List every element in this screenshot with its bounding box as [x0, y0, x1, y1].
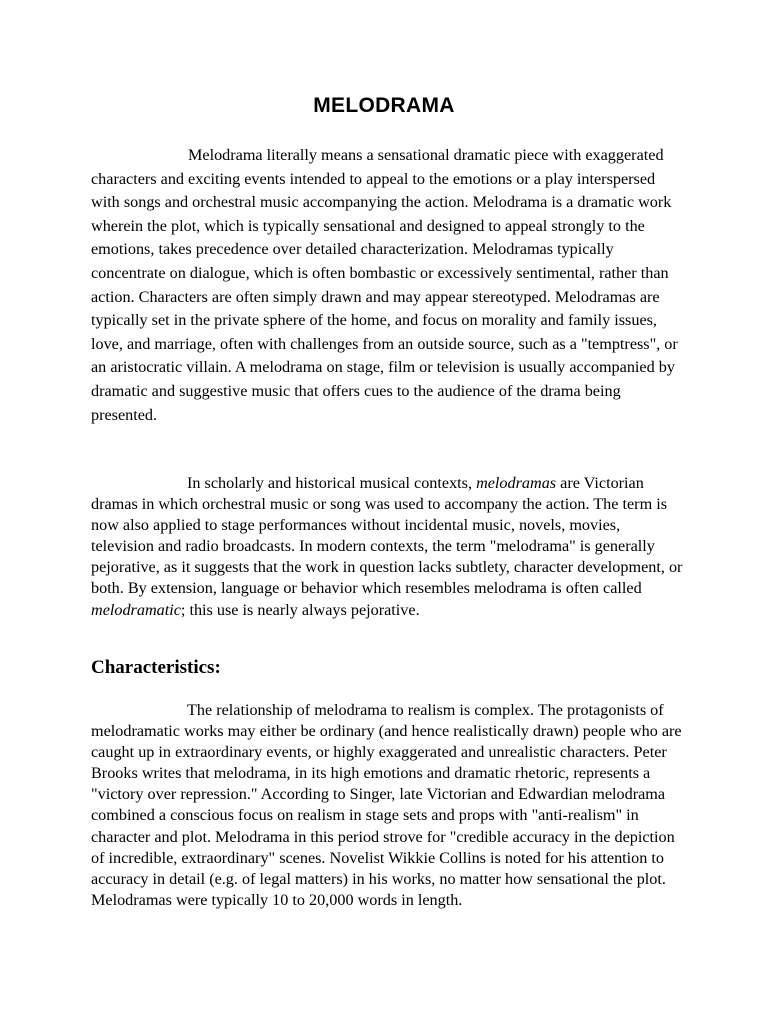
italic-term-melodramatic: melodramatic	[91, 600, 181, 619]
italic-term-melodramas: melodramas	[476, 474, 557, 492]
paragraph-definition-text: Melodrama literally means a sensational dramatic piece with exaggerated characters and exciting events intended to appeal to the emotions or a play interspersed with songs and orchestral music accompanying the action. Melodrama is a dramatic work wherein the plot, which is typically sensational and designed to appeal strongly to the emotions, takes precedence over detailed characterization. Melodramas typically concentrate on dialogue, which is often bombastic or excessively sentimental, rather than action. Characters are often simply drawn and may appear stereotyped. Melodramas are typically set in the private sphere of the home, and focus on morality and family issues, love, and marriage, often with challenges from an outside source, such as a "temptress", or an aristocratic villain. A melodrama on stage, film or television is usually accompanied by dramatic and suggestive music that offers cues to the audience of the drama being presented.	[91, 146, 678, 424]
paragraph-characteristics	[91, 700, 687, 911]
paragraph-definition	[91, 144, 687, 427]
paragraph-musical-context-text-3: ; this use is nearly always pejorative.	[180, 600, 420, 619]
paragraph-characteristics-text: The relationship of melodrama to realism is complex. The protagonists of melodramatic works may either be ordinary (and hence realistically drawn) people who are caught up in extraordinary events, or highly exaggerated and unrealistic characters. Peter Brooks writes that melodrama, in its high emotions and dramatic rhetoric, represents a "victory over repression." According to Singer, late Victorian and Edwardian melodrama combined a conscious focus on realism in stage sets and props with "anti-realism" in character and plot. Melodrama in this period strove for "credible accuracy in the depiction of incredible, extraordinary" scenes. Novelist Wikkie Collins is noted for his attention to accuracy in detail (e.g. of legal matters) in his works, no matter how sensational the plot. Melodramas were typically 10 to 20,000 words in length.	[91, 701, 682, 909]
paragraph-musical-context-text-1: In scholarly and historical musical contexts,	[187, 474, 477, 492]
paragraph-musical-context-text-2: are Victorian dramas in which orchestral music or song was used to accompany the action. The term is now also applied to stage performances without incidental music, novels, movies, television and radio broadcasts. In modern contexts, the term "melodrama" is generally pejorative, as it suggests that the work in question lacks subtlety, character development, or both. By extension, language or behavior which resembles melodrama is often called	[91, 474, 683, 598]
paragraph-musical-context	[91, 473, 687, 621]
document-title: MELODRAMA	[313, 94, 455, 117]
section-heading-characteristics: Characteristics:	[91, 657, 221, 678]
